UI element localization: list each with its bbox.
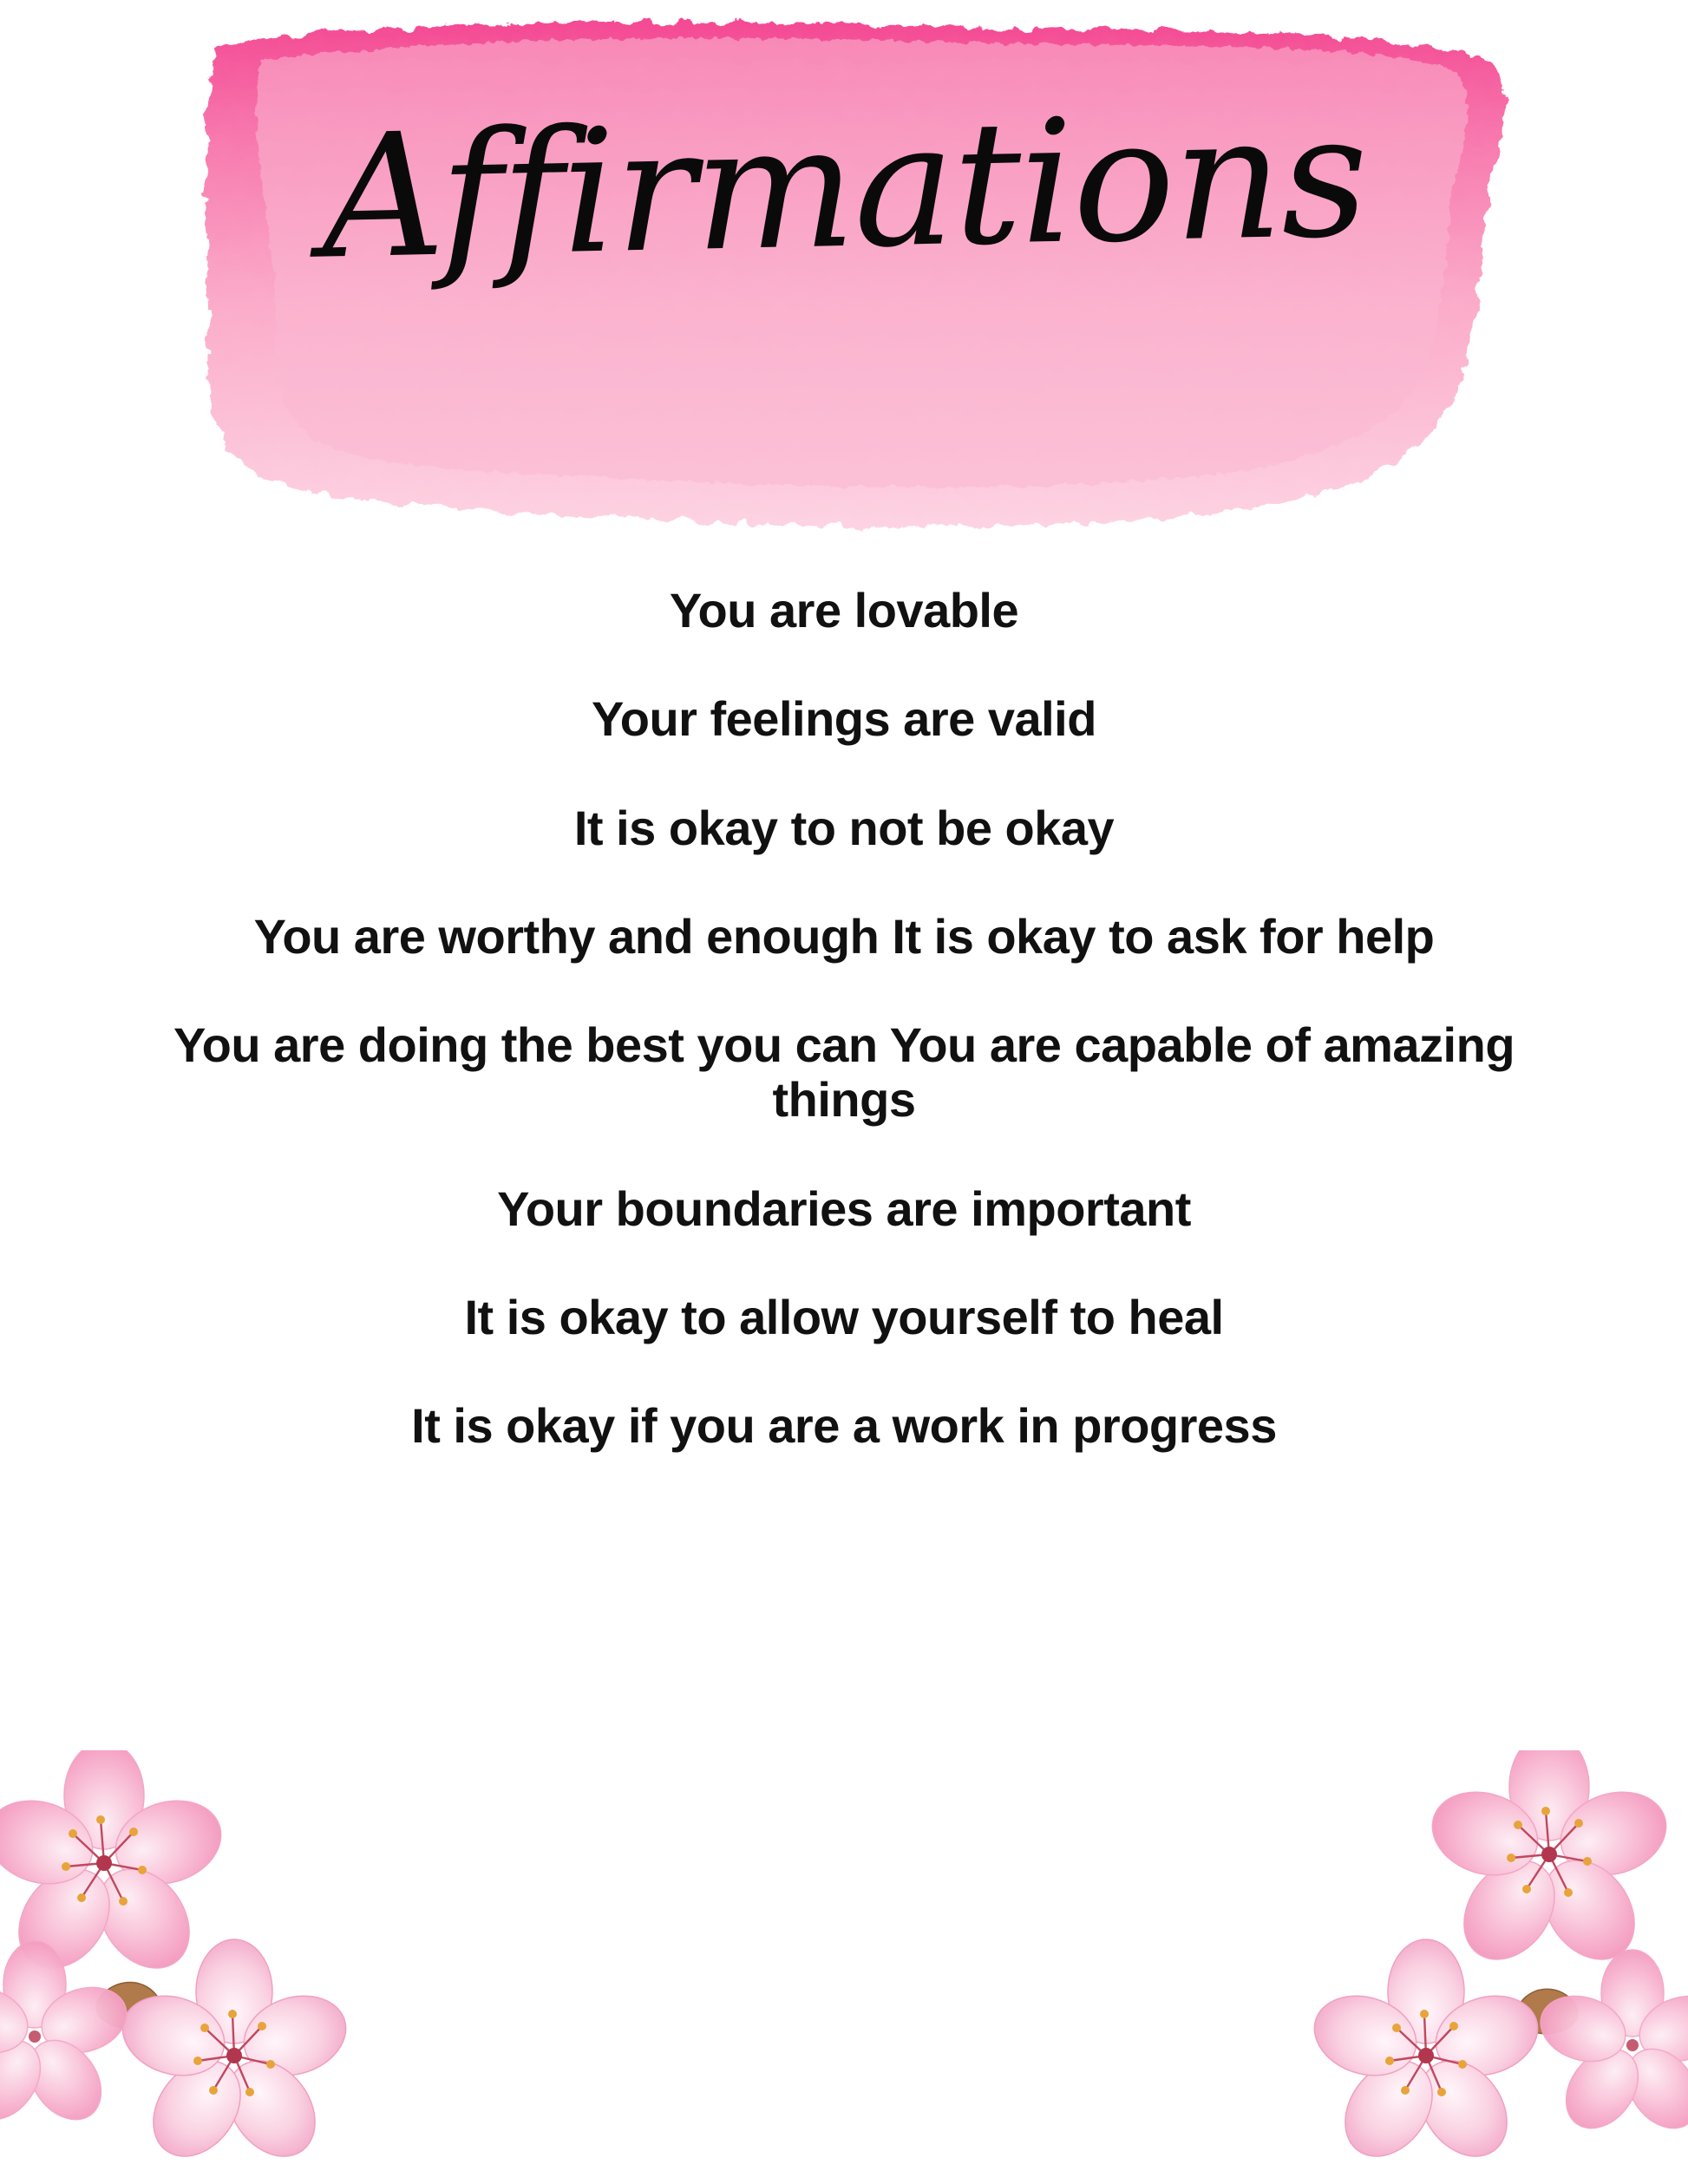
list-item: You are worthy and enough It is okay to ask for help xyxy=(253,908,1435,964)
header-banner xyxy=(0,0,1688,555)
affirmation-list xyxy=(141,583,1547,1453)
cherry-blossom-icon-right xyxy=(1211,1750,1688,2184)
page-title: Affirmations xyxy=(319,77,1369,298)
list-item: It is okay to allow yourself to heal xyxy=(464,1289,1224,1344)
cherry-blossom-icon-left xyxy=(0,1750,468,2184)
list-item: Your feelings are valid xyxy=(592,691,1096,747)
list-item: You are lovable xyxy=(669,583,1019,638)
list-item: It is okay if you are a work in progress xyxy=(411,1398,1277,1454)
list-item: You are doing the best you can You are capable of amazing things xyxy=(173,1017,1515,1128)
list-item: It is okay to not be okay xyxy=(573,800,1115,855)
list-item: Your boundaries are important xyxy=(497,1180,1191,1236)
